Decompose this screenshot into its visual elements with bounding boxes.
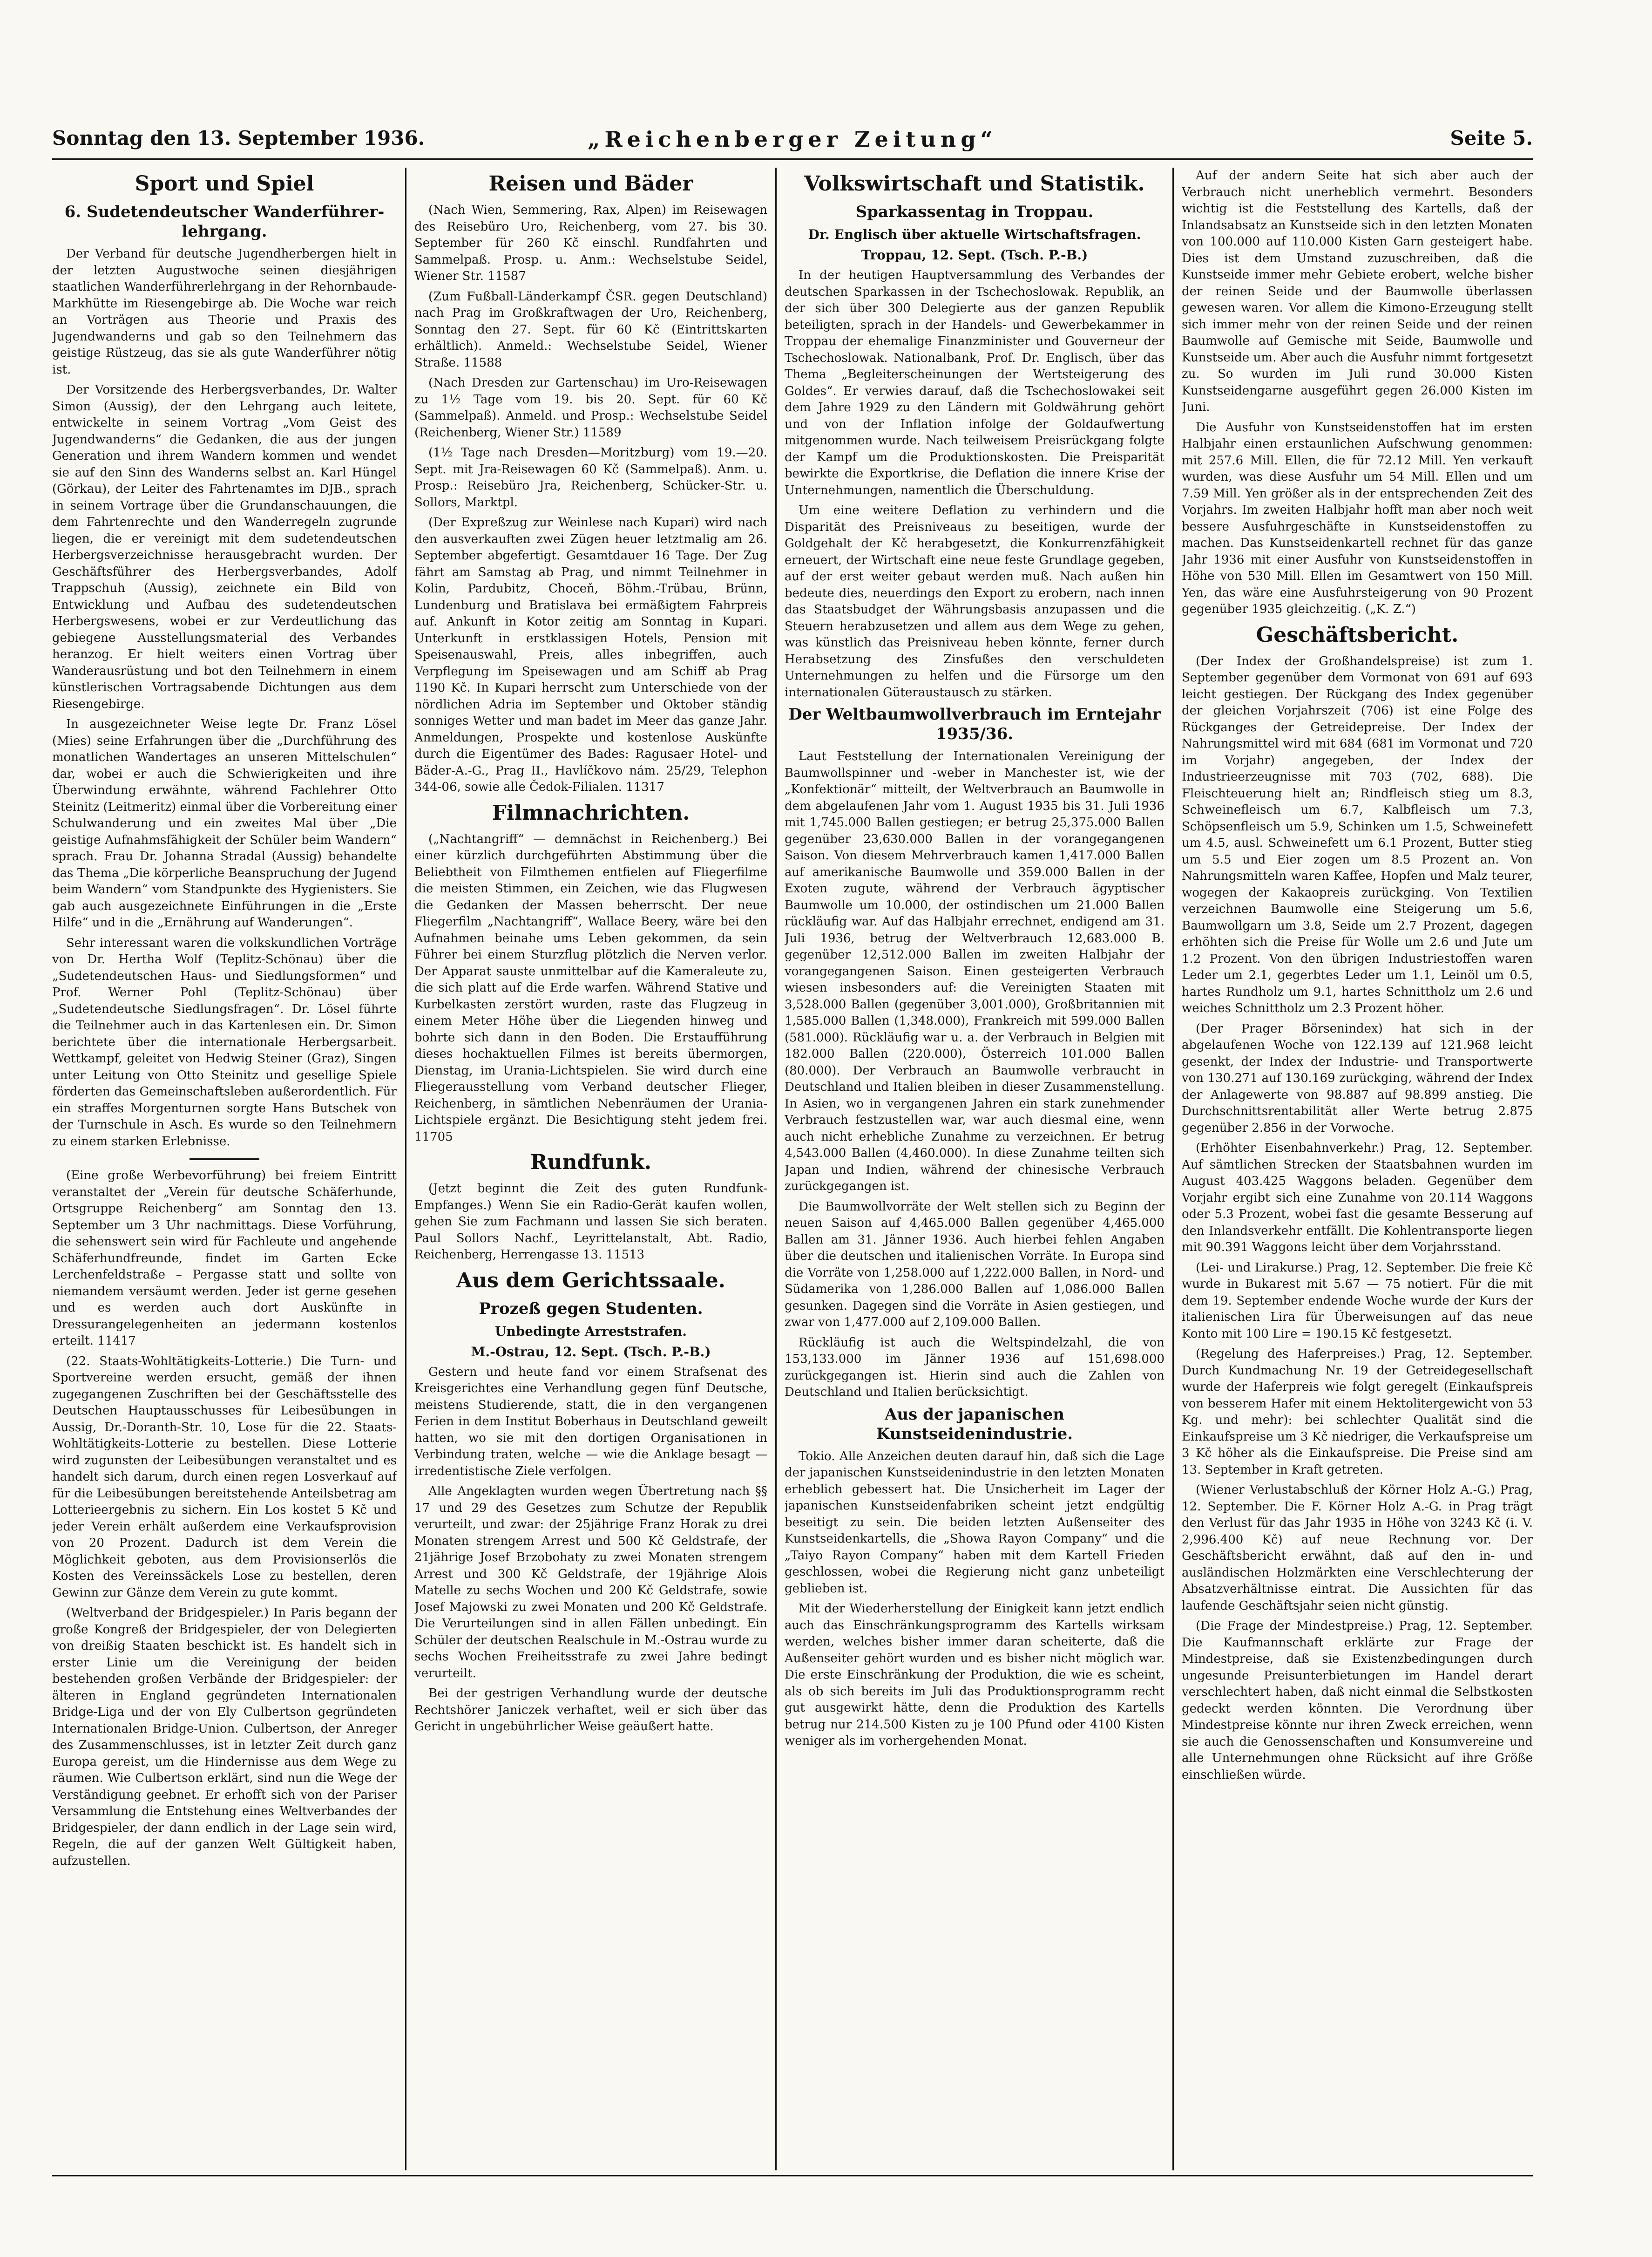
article-heading-baumwolle: Der Weltbaumwollverbrauch im Erntejahr 1935/36. bbox=[788, 705, 1161, 743]
article-heading-kunstseide: Aus der japanischen Kunstseidenindustrie. bbox=[876, 1405, 1073, 1443]
radio-notice: (Jetzt beginnt die Zeit des guten Rundfunk-Empfanges.) Wenn Sie ein Radio-Gerät kaufen wollen, gehen Sie zum Fachmann und lassen Sie sich beraten. Paul Sollors Nachf., Leyrittelanstalt, Abt. Radio, Reichenberg, Herrengasse 13. 11513 bbox=[414, 1182, 767, 1262]
notice-bridge: (Weltverband der Bridgespieler.) In Paris begann der große Kongreß der Bridgespieler, der von Delegierten von dreißig Staaten beschickt ist. Es handelt sich in erster Linie um die Vereinigung der beiden bestehenden großen Verbände der Bridgespieler: der älteren in England gegründeten Internationalen Bridge-Liga und der von Ely Culbertson gegründeten Internationalen Bridge-Union. Culbertson, der Anreger des Zusammenschlusses, ist in letzter Zeit durch ganz Europa gereist, um die Hindernisse aus dem Wege zu räumen. Wie Culbertson erklärt, sind nun die Wege der Verständigung geebnet. Er erhofft sich von der Pariser Versammlung die Entstehung eines Weltverbandes der Bridgespieler, der dann endlich in der Lage sein wird, Regeln, die auf der ganzen Welt Gültigkeit haben, aufzustellen. bbox=[52, 1606, 397, 1868]
business-notice: (Der Index der Großhandelspreise) ist zum 1. September gegenüber dem Vormonat von 691 auf 693 leicht gestiegen. Der Rückgang des Index gegenüber der gleichen Vorjahrszeit (706) ist eine Folge des Rückganges der Getreidepreise. Der Index der Nahrungsmittel wird mit 684 (681 im Vormonat und 720 im Vorjahr) angegeben, der Index der Industrieerzeugnisse mit 703 (702, 688). Die Fleischteuerung hielt an; Rindfleisch stieg um 8.3, Schweinefleisch um 6.7, Kalbfleisch um 7.3, Schöpsenfleisch um 5.9, Schinken um 1.5, Schweinefett um 4.5, ausl. Schweinefett um 6.1 Prozent, Butter stieg um 5.5 und Eier zogen um 8.5 Prozent an. Von Nahrungsmitteln waren Kaffee, Hopfen und Malz teurer, wogegen der Kakaopreis zurückging. Von Textilien verzeichnen Baumwolle eine Steigerung um 5.6, Baumwollgarn um 3.8, Seide um 2.7 Prozent, dagegen erhöhten sich die Preise für Wolle um 2.6 und Jute um 1.2 Prozent. Von den übrigen Industriestoffen waren Leder um 2.1, gegerbtes Leder um 1.1, Leinöl um 0.5, hartes Rundholz um 9.1, hartes Schnittholz um 2.6 und weiches Schnittholz um 2.3 Prozent höher. bbox=[1182, 654, 1533, 1015]
section-title-reisen: Reisen und Bäder bbox=[488, 172, 693, 196]
business-notice: (Erhöhter Eisenbahnverkehr.) Prag, 12. September. Auf sämtlichen Strecken der Staatsbahnen wurden im August 403.425 Waggons beladen. Gegenüber dem Vorjahr ergibt sich eine Zunahme von 20.114 Waggons oder 5.3 Prozent, wobei fast die gesamte Besserung auf den Inlandsverkehr entfällt. Die Kohlentransporte liegen mit 90.391 Waggons leicht über dem Vorjahrsstand. bbox=[1182, 1141, 1533, 1254]
article-heading-wanderfuehrer: 6. Sudetendeutscher Wanderführer-lehrgang. bbox=[64, 203, 385, 241]
article-paragraph: Der Vorsitzende des Herbergsverbandes, Dr. Walter Simon (Aussig), der den Lehrgang auch leitete, entwickelte in seinem Vortrag „Vom Geist des Jugendwanderns“ die Gedanken, die aus der jungen Generation und ihrem Wandern kommen und wendet sie auf den Sinn des Wanderns selbst an. Karl Hüngel (Görkau), der Leiter des Fahrtenamtes im DJB., sprach in seinem Vortrage über die Grundanschauungen, die dem Fahrtenrechte und den Wanderregeln zugrunde liegen, die er vereinigt mit dem sudetendeutschen Herbergsverzeichnisse herausgebracht wurden. Der Geschäftsführer des Herbergsverbandes, Adolf Trappschuh (Aussig), zeichnete ein Bild von Entwicklung und Aufbau des sudetendeutschen Herbergswesens, wobei er zur Verdeutlichung das gebiegene Ausstellungsmaterial des Verbandes heranzog. Er hielt weiters einen Vortrag über Wanderausrüstung und bot den Teilnehmern in einem künstlerischen Vortragsabende Dichtungen aus dem Riesengebirge. bbox=[52, 383, 397, 711]
column-volkswirtschaft bbox=[785, 168, 1165, 2170]
article-paragraph: Alle Angeklagten wurden wegen Übertretung nach §§ 17 und 29 des Gesetzes zum Schutze der Republik verurteilt, und zwar: der 25jährige Franz Horak zu drei Monaten strengem Arrest und 500 Kč Geldstrafe, der 21jährige Josef Brzobohaty zu zwei Monaten strengem Arrest und 300 Kč Geldstrafe, der 19jährige Alois Matelle zu sechs Wochen und 200 Kč Geldstrafe, sowie Josef Majowski zu zwei Monaten und 200 Kč Geldstrafe. Die Verurteilungen sind in allen Fällen unbedingt. Ein Schüler der deutschen Realschule in M.-Ostrau wurde zu sechs Wochen Freiheitsstrafe zu zwei Jahre bedingt verurteilt. bbox=[414, 1484, 767, 1680]
article-dateline: Troppau, 12. Sept. (Tsch. P.-B.) bbox=[861, 247, 1088, 263]
article-paragraph: Um eine weitere Deflation zu verhindern und die Disparität des Preisniveaus zu beseitigen, wurde der Goldgehalt der Kč herabgesetzt, die Konkurrenzfähigkeit erneuert, der Wirtschaft eine neue feste Grundlage gegeben, auf der erst weiter gebaut werden muß. Nach außen hin bedeute dies, neuerdings den Export zu erobern, nach innen das Staatsbudget der Währungsbasis anzupassen und die Steuern herabzusetzen und allem aus dem Wege zu gehen, was künstlich das Preisniveau heben könnte, ferner durch Herabsetzung des Zinsfußes den verschuldeten Unternehmungen zu helfen und die Fürsorge um den internationalen Güteraustausch zu stärken. bbox=[785, 503, 1165, 700]
article-paragraph: Gestern und heute fand vor einem Strafsenat des Kreisgerichtes eine Verhandlung gegen fünf Deutsche, meistens Studierende, statt, die in den vergangenen Ferien in dem Institut Boberhaus in Deutschland geweilt hatten, wo sie mit den dortigen Organisationen in Verbindung traten, welche — wie die Anklage besagt — irredentistische Ziele verfolgen. bbox=[414, 1365, 767, 1478]
article-paragraph: Der Verband für deutsche Jugendherbergen hielt in der letzten Augustwoche seinen diesjährigen staatlichen Wanderführerlehrgang in der Rehornbaude-Markhütte im Riesengebirge ab. Die Woche war reich an Vorträgen aus Theorie und Praxis des Jugendwanderns und gab so den Teilnehmern das geistige Rüstzeug, das sie als gute Wanderführer nötig ist. bbox=[52, 247, 397, 377]
column-reisen bbox=[414, 168, 767, 2170]
article-paragraph: In ausgezeichneter Weise legte Dr. Franz Lösel (Mies) seine Erfahrungen über die „Durchführung des monatlichen Wandertages an unseren Mittelschulen“ dar, wobei er auch die Schwierigkeiten und ihre Überwindung erwähnte, während Fachlehrer Otto Steinitz (Leitmeritz) einmal über die Vorbereitung einer Schulwanderung und ein zweites Mal über „Die geistige Aufnahmsfähigkeit der Schüler beim Wandern“ sprach. Frau Dr. Johanna Stradal (Aussig) behandelte das Thema „Die körperliche Beanspruchung der Jugend beim Wandern“ vom Standpunkte des Hygienisters. Sie gab auch ausgezeichnete Einführungen in die „Erste Hilfe“ und in die „Ernährung auf Wanderungen“. bbox=[52, 717, 397, 930]
travel-notice: (1½ Tage nach Dresden—Moritzburg) vom 19.—20. Sept. mit Jra-Reisewagen 60 Kč (Sammelpaß). Anm. u. Prosp.: Reisebüro Jra, Reichenberg, Schücker-Str. u. Sollors, Marktpl. bbox=[414, 446, 767, 510]
notice-lotterie: (22. Staats-Wohltätigkeits-Lotterie.) Die Turn- und Sportvereine werden ersucht, gemäß der ihnen zugegangenen Zuschriften bei der Geschäftsstelle des Deutschen Hauptausschusses für Leibesübungen in Aussig, Dr.-Doranth-Str. 10, Lose für die 22. Staats-Wohltätigkeits-Lotterie zu bestellen. Diese Lotterie wird zugunsten der Leibesübungen veranstaltet und es handelt sich darum, durch einen regen Losverkauf auf für die Leibesübungen bereitstehende Anteilsbetrag am Lotterieergebnis zu sichern. Ein Los kostet 5 Kč und jeder Verein erhält außerdem eine Verkaufsprovision von 20 Prozent. Dadurch ist dem Verein die Möglichkeit geboten, aus dem Provisionserlös die Kosten des Vereinssäckels Lose zu bestellen, deren Gewinn zur Gänze dem Verein zu gute kommt. bbox=[52, 1354, 397, 1600]
business-notice: (Wiener Verlustabschluß der Körner Holz A.-G.) Prag, 12. September. Die F. Körner Holz A.-G. in Prag trägt den Verlust für das Jahr 1935 in Höhe von 3243 Kč (i. V. 2,996.400 Kč) auf neue Rechnung vor. Der Geschäftsbericht erwähnt, daß auf den in- und ausländischen Holzmärkten eine Verschlechterung der Absatzverhältnisse eintrat. Die Aussichten für das laufende Geschäftsjahr seien nicht günstig. bbox=[1182, 1483, 1533, 1613]
article-heading-prozess: Prozeß gegen Studenten. bbox=[479, 1299, 703, 1318]
article-paragraph: Sehr interessant waren die volkskundlichen Vorträge von Dr. Hertha Wolf (Teplitz-Schönau) über die „Sudetendeutschen Haus- und Siedlungsformen“ und Prof. Werner Pohl (Teplitz-Schönau) über „Sudetendeutsche Siedlungsfragen“. Dr. Lösel führte die Teilnehmer auch in das Kartenlesen ein. Dr. Simon berichtete über die internationale Herbergsarbeit. Wettkampf, geleitet von Hedwig Steiner (Graz), Singen unter Leitung von Otto Steinitz und gesellige Spiele förderten das Gemeinschaftsleben außerordentlich. Für ein straffes Morgenturnen sorgte Hans Butschek von der Turnschule in Asch. Es wurde so den Teilnehmern zu einem starken Erlebnisse. bbox=[52, 936, 397, 1149]
newspaper-title: „Reichenberger Zeitung“ bbox=[587, 127, 998, 152]
article-paragraph: Rückläufig ist auch die Weltspindelzahl, die von 153,133.000 im Jänner 1936 auf 151,698.000 zurückgegangen ist. Hierin sind auch die Zahlen von Deutschland und Italien berücksichtigt. bbox=[785, 1335, 1165, 1399]
section-title-volkswirtschaft: Volkswirtschaft und Statistik. bbox=[804, 172, 1145, 196]
article-dateline: M.-Ostrau, 12. Sept. (Tsch. P.-B.) bbox=[471, 1344, 711, 1360]
business-notice: (Lei- und Lirakurse.) Prag, 12. September. Die freie Kč wurde in Bukarest mit 5.67 — 75 notiert. Für die mit dem 19. September endende Woche wurde der Kurs der italienischen Lira für Überweisungen auf das neue Konto mit 100 Lire = 190.15 Kč festgesetzt. bbox=[1182, 1260, 1533, 1341]
business-notice: (Die Frage der Mindestpreise.) Prag, 12. September. Die Kaufmannschaft erklärte zur Frage der Mindestpreise, daß sie Existenzbedingungen durch ungesunde Preisunterbietungen im Handel derart verschlechtert haben, daß nicht einmal die Selbstkosten gedeckt werden könnten. Die Verordnung über Mindestpreise könnte nur ihren Zweck erreichen, wenn sie auch die Genossenschaften und Konsumvereine und alle Unternehmungen ohne Rücksicht auf ihre Größe einschließen würde. bbox=[1182, 1619, 1533, 1782]
column-geschaeftsbericht bbox=[1182, 168, 1533, 2170]
travel-notice: (Zum Fußball-Länderkampf ČSR. gegen Deutschland) nach Prag im Großkraftwagen der Uro, Reichenberg, Sonntag den 27. Sept. für 60 Kč (Eintrittskarten erhältlich). Anmeld.: Wechselstube Seidel, Wiener Straße. 11588 bbox=[414, 289, 767, 370]
page-number: Seite 5. bbox=[1450, 127, 1533, 150]
article-paragraph: Bei der gestrigen Verhandlung wurde der deutsche Rechtshörer Janiczek verhaftet, weil er sich über das Gericht in ungebührlicher Weise geäußert hatte. bbox=[414, 1686, 767, 1734]
travel-notice: (Der Expreßzug zur Weinlese nach Kupari) wird nach den ausverkauften zwei Zügen heuer letztmalig am 26. September abgefertigt. Gesamtdauer 16 Tage. Der Zug fährt am Samstag ab Prag, und nimmt Teilnehmer in Kolin, Pardubitz, Choceň, Böhm.-Trübau, Brünn, Lundenburg und Bratislava bei ermäßigtem Fahrpreis auf. Ankunft in Kotor zeitig am Sonntag in Kupari. Unterkunft in erstklassigen Hotels, Pension mit Speisenauswahl, Preis, alles inbegriffen, auch Verpflegung im Speisewagen und am Schiff ab Prag 1190 Kč. In Kupari herrscht zum Unterschiede von der nördlichen Adria im September und Oktober ständig sonniges Wetter und man badet im Meer das ganze Jahr. Anmeldungen, Prospekte und kostenlose Auskünfte durch die Eigentümer des Bades: Ragusaer Hotel- und Bäder-A.-G., Prag II., Havlíčkovo nám. 25/29, Telephon 344-06, sowie alle Čedok-Filialen. 11317 bbox=[414, 516, 767, 794]
section-title-rundfunk: Rundfunk. bbox=[530, 1150, 652, 1174]
column-rule-3 bbox=[1172, 168, 1174, 2170]
article-divider bbox=[190, 1158, 259, 1160]
notice-schaeferhunde: (Eine große Werbevorführung) bei freiem Eintritt veranstaltet der „Verein für deutsche Schäferhunde, Ortsgruppe Reichenberg“ am Sonntag den 13. September um 3 Uhr nachmittags. Diese Vorführung, die sehenswert sein wird für Fachleute und angehende Schäferhundfreunde, findet im Garten Ecke Lerchenfeldstraße – Pergasse statt und sollte von niemandem versäumt werden. Jeder ist gerne gesehen und es werden auch dort Auskünfte in Dressurangelegenheiten an jedermann kostenlos erteilt. 11417 bbox=[52, 1169, 397, 1348]
travel-notice: (Nach Dresden zur Gartenschau) im Uro-Reisewagen zu 1½ Tage vom 19. bis 20. Sept. für 60 Kč (Sammelpaß). Anmeld. und Prosp.: Wechselstube Seidel (Reichenberg, Wiener Str.) 11589 bbox=[414, 376, 767, 440]
column-sport bbox=[52, 168, 397, 2170]
article-paragraph: Tokio. Alle Anzeichen deuten darauf hin, daß sich die Lage der japanischen Kunstseidenindustrie in den letzten Monaten erheblich gebessert hat. Die Unsicherheit im Lager der japanischen Kunstseidenfabriken scheint jetzt endgültig beseitigt zu sein. Die beiden letzten Außenseiter des Kunstseidenkartells, die „Showa Rayon Company“ und die „Taiyo Rayon Company“ haben mit dem Kartell Frieden geschlossen, wobei die Regierung nicht ganz unbeteiligt geblieben ist. bbox=[785, 1449, 1165, 1596]
article-heading-sparkassentag: Sparkassentag in Troppau. bbox=[855, 203, 1094, 221]
column-rule-1 bbox=[405, 168, 406, 2170]
article-paragraph: Die Baumwollvorräte der Welt stellen sich zu Beginn der neuen Saison auf 4,465.000 Ballen gegenüber 4,465.000 Ballen am 31. Jänner 1936. Auch hierbei fehlen Angaben über die deutschen und italienischen Vorräte. In Europa sind die Vorräte von 1,258.000 auf 1,222.000 Ballen, in Nord- und Südamerika von 1,286.000 Ballen auf 1,086.000 Ballen gesunken. Dagegen sind die Vorräte in Asien gestiegen, und zwar von 1,477.000 auf 2,109.000 Ballen. bbox=[785, 1199, 1165, 1329]
article-subheading-englisch: Dr. Englisch über aktuelle Wirtschaftsfragen. bbox=[808, 227, 1141, 242]
film-notice: („Nachtangriff“ — demnächst in Reichenberg.) Bei einer kürzlich durchgeführten Abstimmung über die Beliebtheit von Filmthemen entfielen auf Fliegerfilme die meisten Stimmen, ein Zeichen, wie das Flugwesen die Gedanken der Massen beherrscht. Der neue Fliegerfilm „Nachtangriff“, Wallace Beery, wäre bei den Aufnahmen beinahe ums Leben gekommen, da sein Führer bei einem Sturzflug plötzlich die Nerven verlor. Der Apparat sauste unmittelbar auf die Kameraleute zu, die sich platt auf die Erde warfen. Während Stative und Kurbelkasten zerstört wurden, raste das Flugzeug in einem Meter Höhe über die Liegenden hinweg und bohrte sich dann in den Boden. Die Erstaufführung dieses hochaktuellen Filmes ist bereits übermorgen, Dienstag, im Urania-Lichtspielen. Sie wird durch eine Fliegerausstellung vom Verband deutscher Flieger, Reichenberg, in sämtlichen Nebenräumen der Urania-Lichtspiele ergänzt. Die Besichtigung steht jedem frei. 11705 bbox=[414, 832, 767, 1144]
article-paragraph: Die Ausfuhr von Kunstseidenstoffen hat im ersten Halbjahr einen erstaunlichen Aufschwung genommen: mit 257.6 Mill. Ellen, die für 72.12 Mill. Yen verkauft wurden, was diese Ausfuhr um 54 Mill. Ellen und um 7.59 Mill. Yen größer als in der entsprechenden Zeit des Vorjahrs. Im zweiten Halbjahr hofft man aber noch weit bessere Ausfuhrgeschäfte in Kunstseidenstoffen zu machen. Das Kunstseidenkartell rechnet für das ganze Jahr 1936 mit einer Ausfuhr von Kunstseidenstoffen in Höhe von 530 Mill. Ellen im Gesamtwert von 150 Mill. Yen, das wäre eine Ausfuhrsteigerung von 90 Prozent gegenüber 1935 gleichzeitig. („K. Z.“) bbox=[1182, 420, 1533, 616]
article-paragraph: Mit der Wiederherstellung der Einigkeit kann jetzt endlich auch das Einschränkungsprogramm des Kartells wirksam werden, welches bisher immer daran scheiterte, daß die Außenseiter gehört wurden und es bisher nicht möglich war. Die erste Einschränkung der Produktion, die wie es scheint, als ob sich bereits im Juli das Produktionsprogramm recht gut ausgewirkt hätte, denn die Produktion des Kartells betrug nur 214.500 Kisten zu je 100 Pfund oder 4100 Kisten weniger als im vorhergehenden Monat. bbox=[785, 1602, 1165, 1748]
column-rule-2 bbox=[775, 168, 777, 2170]
section-title-gericht: Aus dem Gerichtssaale. bbox=[456, 1268, 725, 1292]
business-notice: (Regelung des Haferpreises.) Prag, 12. September. Durch Kundmachung Nr. 19 der Getreidegesellschaft wurde der Haferpreis wie folgt geregelt (Einkaufspreis von besserem Hafer mit einem Hektolitergewicht von 53 Kg. und mehr): bei schlechter Qualität sind die Einkaufspreise um 3 Kč niedriger, die Verkaufspreise um 3 Kč höher als die Einkaufspreise. Die Preise sind am 13. September in Kraft getreten. bbox=[1182, 1347, 1533, 1477]
section-title-film: Filmnachrichten. bbox=[492, 801, 690, 825]
section-title-sport: Sport und Spiel bbox=[135, 172, 314, 196]
header-date: Sonntag den 13. September 1936. bbox=[52, 127, 425, 150]
article-subheading-arrest: Unbedingte Arreststrafen. bbox=[494, 1323, 687, 1339]
article-paragraph: Auf der andern Seite hat sich aber auch der Verbrauch nicht unerheblich vermehrt. Besonders wichtig ist die Feststellung des Kartells, daß der Inlandsabsatz an Kunstseide sich in den letzten Monaten von 100.000 auf 110.000 Kisten Garn gesteigert habe. Dies ist dem Umstand zuzuschreiben, daß die Kunstseide immer mehr Gebiete erobert, welche bisher der reinen Seide und der Baumwolle überlassen gewesen waren. Vor allem die Kimono-Erzeugung stellt sich immer mehr von der reinen Seide und der reinen Baumwolle auf Gemische mit Seide, Baumwolle und Kunstseide um. Aber auch die Ausfuhr nimmt fortgesetzt zu. So wurden im Juli rund 30.000 Kisten Kunstseidengarne ausgeführt gegen 26.000 Kisten im Juni. bbox=[1182, 169, 1533, 414]
footer-rule bbox=[52, 2175, 1533, 2176]
article-paragraph: In der heutigen Hauptversammlung des Verbandes der deutschen Sparkassen in der Tschechoslowak. Republik, an der sich über 300 Delegierte aus der ganzen Republik beteiligten, sprach in der Handels- und Gewerbekammer in Troppau der ehemalige Finanzminister und Gouverneur der Tschechoslowak. Nationalbank, Prof. Dr. Englisch, über das Thema „Begleiterscheinungen der Wertsteigerung des Goldes“. Er verwies darauf, daß die Tschechoslowakei seit dem Jahre 1929 zu den Ländern mit Goldwährung gehört und von der Inflation infolge der Goldaufwertung mitgenommen wurde. Nach teilweisem Preisrückgang folgte der Kampf um die Produktionskosten. Die Preisparität bewirkte die Exportkrise, die Deflation die innere Krise der Unternehmungen, namentlich die Überschuldung. bbox=[785, 268, 1165, 497]
business-notice: (Der Prager Börsenindex) hat sich in der abgelaufenen Woche von 122.139 auf 121.968 leicht gesenkt, der Index der Industrie- und Transportwerte von 130.271 auf 130.169 zurückging, während der Index der Anlagewerte von 98.887 auf 98.899 anstieg. Die Durchschnittsrentabilität aller Werte betrug 2.875 gegenüber 2.856 in der Vorwoche. bbox=[1182, 1021, 1533, 1135]
header-rule bbox=[52, 158, 1533, 160]
travel-notice: (Nach Wien, Semmering, Rax, Alpen) im Reisewagen des Reisebüro Uro, Reichenberg, vom 27. bis 30. September für 260 Kč einschl. Rundfahrten und Sammelpaß. Prosp. u. Anm.: Wechselstube Seidel, Wiener Str. 11587 bbox=[414, 203, 767, 283]
page-header bbox=[52, 127, 1533, 153]
article-paragraph: Laut Feststellung der Internationalen Vereinigung der Baumwollspinner und -weber in Manchester ist, wie der „Konfektionär“ mitteilt, der Weltverbrauch an Baumwolle in dem abgelaufenen Jahr vom 1. August 1935 bis 31. Juli 1936 mit 1,745.000 Ballen gestiegen; er betrug 25,375.000 Ballen gegenüber 23,630.000 Ballen in der vorangegangenen Saison. Von diesem Mehrverbrauch kamen 1,417.000 Ballen auf amerikanische Baumwolle und 359.000 Ballen in der Exoten zugute, während der Verbrauch ägyptischer Baumwolle um 10.000, der ostindischen um 21.000 Ballen rückläufig war. Auf das Halbjahr errechnet, endigend am 31. Juli 1936, betrug der Weltverbrauch 12,683.000 B. gegenüber 12,512.000 Ballen im zweiten Halbjahr der vorangegangenen Saison. Einen gesteigerten Verbrauch wiesen insbesonders auf: die Vereinigten Staaten mit 3,528.000 Ballen (gegenüber 3,001.000), Großbritannien mit 1,585.000 Ballen (1,348.000), Frankreich mit 599.000 Ballen (581.000). Rückläufig war u. a. der Verbrauch in Belgien mit 182.000 Ballen (220.000), Österreich 101.000 Ballen (80.000). Der Verbrauch an Baumwolle verbraucht in Deutschland und Italien bleiben in dieser Zusammenstellung. In Asien, wo in vergangenen Jahren ein stark zunehmender Verbrauch festzustellen war, war auch diesmal eine, wenn auch nicht erhebliche Zunahme zu verzeichnen. Er betrug 4,543.000 Ballen (4,460.000). In diese Zunahme teilten sich Japan und Indien, während der chinesische Verbrauch zurückgegangen ist. bbox=[785, 749, 1165, 1193]
section-title-geschaeftsbericht: Geschäftsbericht. bbox=[1256, 623, 1459, 647]
